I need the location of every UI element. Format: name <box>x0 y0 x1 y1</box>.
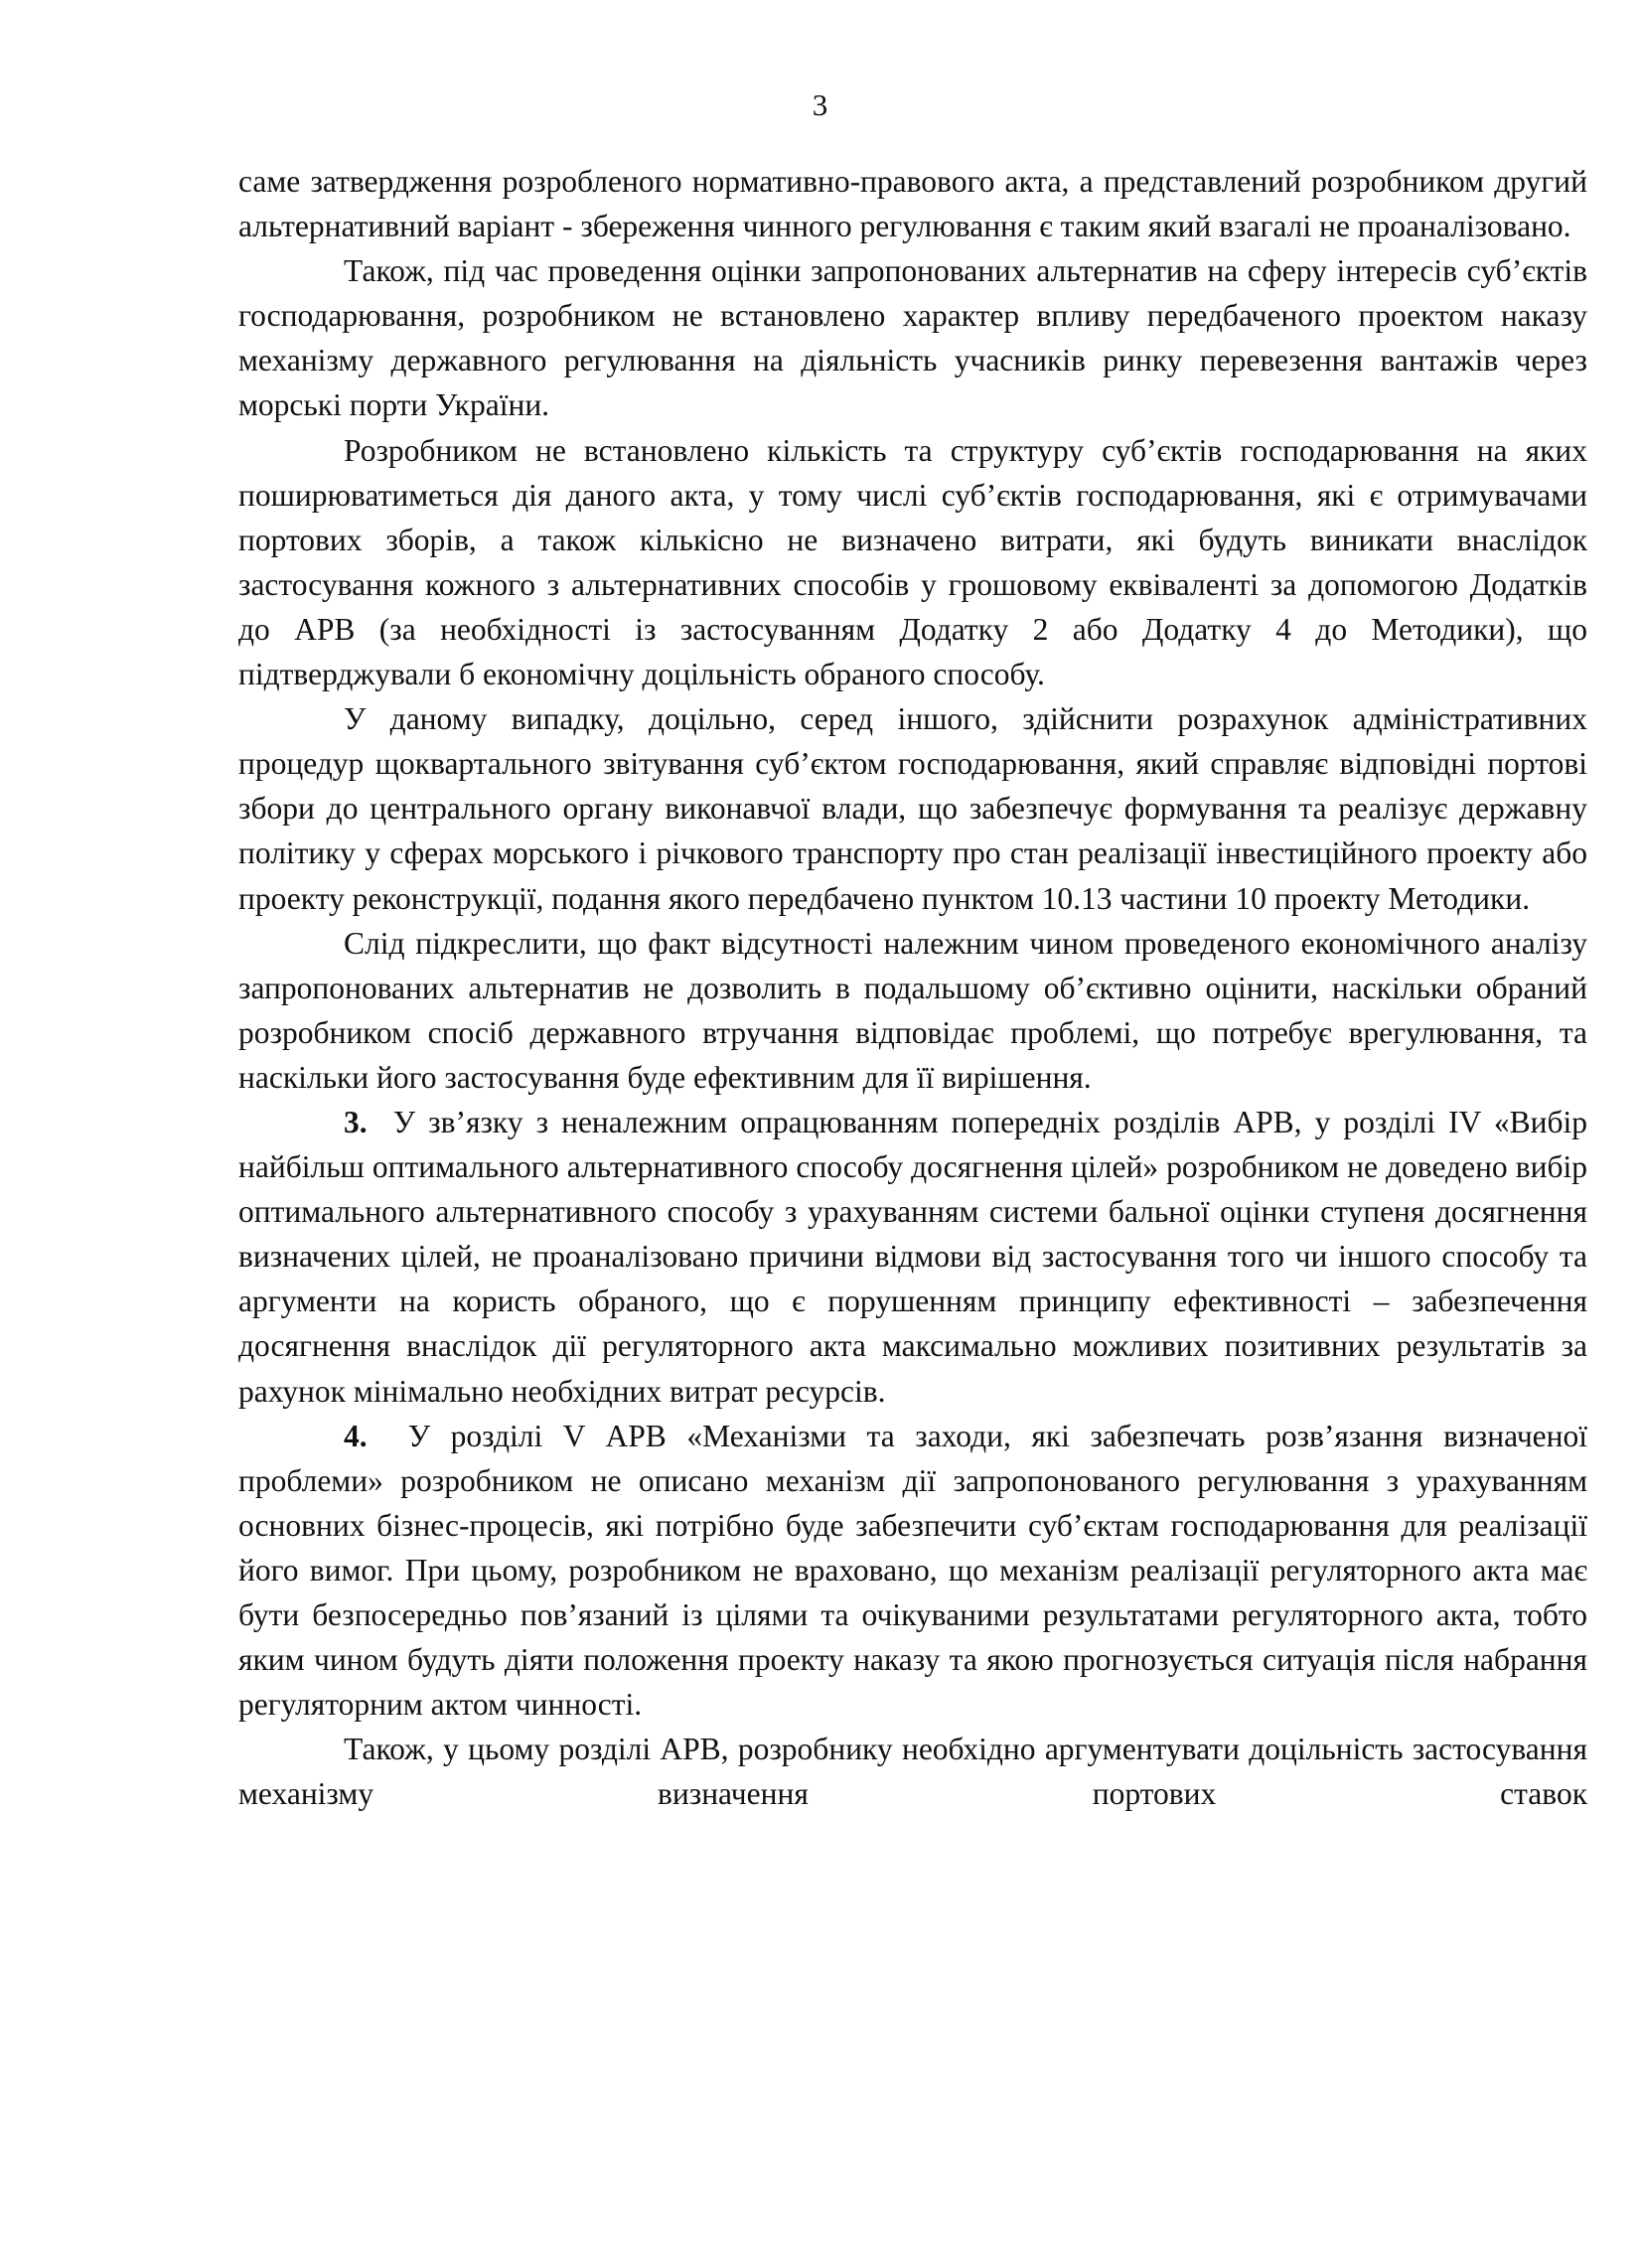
paragraph-number: 3. <box>344 1104 368 1139</box>
paragraph-text: Слід підкреслити, що факт відсутності належним чином проведеного економічного аналізу запропонованих альтернатив не дозволить в подальшому об’єктивно оцінити, наскільки обраний розробником спосіб державного втручання відповідає проблемі, що потребує врегулювання, та наскільки його застосування буде ефективним для її вирішення. <box>238 925 1587 1095</box>
paragraph <box>238 696 1587 920</box>
paragraph <box>238 1727 1587 1816</box>
document-body <box>238 159 1587 1816</box>
page-number: 3 <box>812 87 828 122</box>
paragraph-text: У розділі V АРВ «Механізми та заходи, які забезпечать розв’язання визначеної проблеми» розробником не описано механізм дії запропонованого регулювання з урахуванням основних бізнес-процесів, які потрібно буде забезпечити суб’єктам господарювання для реалізації його вимог. При цьому, розробником не враховано, що механізм реалізації регуляторного акта має бути безпосередньо пов’язаний із цілями та очікуваними результатами регуляторного акта, тобто яким чином будуть діяти положення проекту наказу та якою прогнозується ситуація після набрання регуляторним актом чинності. <box>238 1418 1588 1723</box>
paragraph-text: У даному випадку, доцільно, серед іншого, здійснити розрахунок адміністративних процедур щоквартального звітування суб’єктом господарювання, який справляє відповідні портові збори до центрального органу виконавчої влади, що забезпечує формування та реалізує державну політику у сферах морського і річкового транспорту про стан реалізації інвестиційного проекту або проекту реконструкції, подання якого передбачено пунктом 10.13 частини 10 проекту Методики. <box>238 701 1587 916</box>
paragraph <box>238 921 1587 1100</box>
paragraph-text: Розробником не встановлено кількість та структуру суб’єктів господарювання на яких поширюватиметься дія даного акта, у тому числі суб’єктів господарювання, які є отримувачами портових зборів, а також кількісно не визначено витрати, які будуть виникати внаслідок застосування кожного з альтернативних способів у грошовому еквіваленті за допомогою Додатків до АРВ (за необхідності із застосуванням Додатку 2 або Додатку 4 до Методики), що підтверджували б економічну доцільність обраного способу. <box>238 432 1587 692</box>
paragraph <box>238 428 1587 697</box>
paragraph-continuation <box>238 159 1587 248</box>
paragraph <box>238 248 1587 427</box>
paragraph-text: саме затвердження розробленого нормативно-правового акта, а представлений розробником другий альтернативний варіант - збереження чинного регулювання є таким який взагалі не проаналізовано. <box>238 164 1587 244</box>
paragraph-text: Також, під час проведення оцінки запропонованих альтернатив на сферу інтересів суб’єктів господарювання, розробником не встановлено характер впливу передбаченого проектом наказу механізму державного регулювання на діяльність учасників ринку перевезення вантажів через морські порти України. <box>238 253 1587 423</box>
paragraph-text: Також, у цьому розділі АРВ, розробнику необхідно аргументувати доцільність застосування механізму визначення портових ставок <box>238 1732 1587 1812</box>
numbered-paragraph-4 <box>238 1414 1587 1728</box>
paragraph-number: 4. <box>344 1418 368 1453</box>
numbered-paragraph-3 <box>238 1100 1587 1414</box>
paragraph-text: У зв’язку з неналежним опрацюванням попередніх розділів АРВ, у розділі IV «Вибір найбільш оптимального альтернативного способу досягнення цілей» розробником не доведено вибір оптимального альтернативного способу з урахуванням системи бальної оцінки ступеня досягнення визначених цілей, не проаналізовано причини відмови від застосування того чи іншого способу та аргументи на користь обраного, що є порушенням принципу ефективності – забезпечення досягнення внаслідок дії регуляторного акта максимально можливих позитивних результатів за рахунок мінімально необхідних витрат ресурсів. <box>238 1104 1588 1409</box>
